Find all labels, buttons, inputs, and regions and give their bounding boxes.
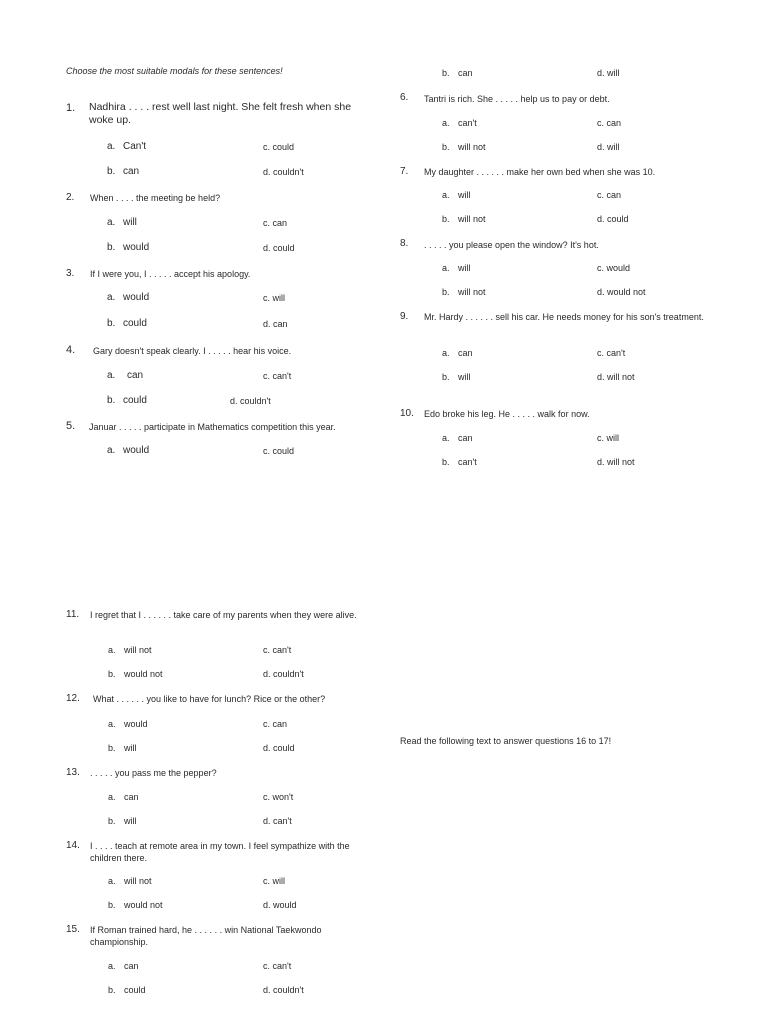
option-text: will bbox=[458, 190, 471, 200]
instruction-text: Choose the most suitable modals for these sentences! bbox=[66, 66, 283, 76]
option-letter: b. bbox=[107, 242, 116, 253]
question-text-14: I . . . . teach at remote area in my town. I feel sympathize with the children there. bbox=[90, 841, 350, 863]
q3-option-b bbox=[107, 318, 147, 329]
question-text-2: When . . . . the meeting be held? bbox=[90, 193, 221, 203]
option-letter: a. bbox=[108, 876, 116, 886]
question-number-1: 1. bbox=[66, 102, 76, 114]
option-text: will bbox=[124, 743, 137, 753]
option-text: can't bbox=[458, 118, 477, 128]
option-text: will not bbox=[124, 645, 152, 655]
q3-option-c: c. will bbox=[263, 293, 285, 303]
q2-option-c: c. can bbox=[263, 218, 288, 228]
option-letter: a. bbox=[108, 792, 116, 802]
question-text-13: . . . . . you pass me the pepper? bbox=[90, 768, 217, 778]
option-letter: a. bbox=[107, 445, 116, 456]
q6-option-d: d. will bbox=[597, 142, 620, 152]
question-number-2: 2. bbox=[66, 192, 75, 203]
q9-option-c: c. can't bbox=[597, 348, 626, 358]
question-text-4: Gary doesn't speak clearly. I . . . . . hear his voice. bbox=[93, 346, 292, 356]
option-text: will not bbox=[124, 876, 152, 886]
q3-option-a bbox=[107, 292, 149, 303]
question-number-15: 15. bbox=[66, 924, 80, 935]
q4-option-d: d. couldn't bbox=[230, 396, 271, 406]
option-text: can bbox=[123, 166, 140, 177]
option-text: can bbox=[458, 348, 473, 358]
q10-option-d: d. will not bbox=[597, 457, 635, 467]
option-text: would bbox=[123, 445, 150, 456]
q14-option-a bbox=[108, 876, 152, 886]
option-text: could bbox=[124, 985, 146, 995]
question-text-3: If I were you, I . . . . . accept his apology. bbox=[90, 269, 251, 279]
option-text: could bbox=[123, 395, 147, 406]
q8-option-b bbox=[442, 287, 486, 297]
q7-option-d: d. could bbox=[597, 214, 629, 224]
question-number-8: 8. bbox=[400, 238, 409, 249]
q15-option-b bbox=[108, 985, 146, 995]
option-letter: b. bbox=[107, 318, 116, 329]
option-letter: a. bbox=[108, 645, 116, 655]
q11-option-d: d. couldn't bbox=[263, 669, 304, 679]
q2-option-a bbox=[107, 217, 137, 228]
q13-option-b bbox=[108, 816, 137, 826]
option-letter: b. bbox=[108, 900, 116, 910]
option-text: would bbox=[123, 292, 150, 303]
q15-option-a bbox=[108, 961, 139, 971]
q15-option-d: d. couldn't bbox=[263, 985, 304, 995]
q3-option-d: d. can bbox=[263, 319, 288, 329]
reading-instruction: Read the following text to answer questions 16 to 17! bbox=[400, 736, 612, 746]
q11-option-b bbox=[108, 669, 163, 679]
option-letter: b. bbox=[107, 166, 116, 177]
option-text: would not bbox=[124, 669, 163, 679]
q10-option-a bbox=[442, 433, 473, 443]
q10-option-c: c. will bbox=[597, 433, 619, 443]
option-text: would bbox=[123, 242, 150, 253]
q12-option-a bbox=[108, 719, 148, 729]
question-number-13: 13. bbox=[66, 767, 80, 778]
question-number-3: 3. bbox=[66, 268, 75, 279]
q14-option-c: c. will bbox=[263, 876, 285, 886]
option-letter: a. bbox=[442, 263, 450, 273]
question-text-7: My daughter . . . . . . make her own bed when she was 10. bbox=[424, 167, 656, 177]
question-text-9: Mr. Hardy . . . . . . sell his car. He needs money for his son's treatment. bbox=[424, 312, 704, 322]
option-letter: a. bbox=[107, 292, 116, 303]
q11-option-a bbox=[108, 645, 152, 655]
option-text: can bbox=[458, 433, 473, 443]
option-letter: a. bbox=[108, 961, 116, 971]
question-text-10: Edo broke his leg. He . . . . . walk for now. bbox=[424, 409, 590, 419]
q7-option-a bbox=[442, 190, 471, 200]
option-letter: b. bbox=[442, 214, 450, 224]
q2-option-b bbox=[107, 242, 149, 253]
q6-option-b bbox=[442, 142, 486, 152]
option-text: Can't bbox=[123, 141, 147, 152]
q1-option-a bbox=[107, 141, 146, 152]
option-letter: b. bbox=[108, 985, 116, 995]
option-letter: b. bbox=[107, 395, 116, 406]
option-letter: a. bbox=[442, 118, 450, 128]
option-text: can bbox=[127, 370, 144, 381]
option-letter: b. bbox=[442, 142, 450, 152]
q13-option-d: d. can't bbox=[263, 816, 292, 826]
question-number-7: 7. bbox=[400, 166, 409, 177]
option-text: will bbox=[123, 217, 137, 228]
question-number-14: 14. bbox=[66, 840, 80, 851]
carry-over-option-b bbox=[442, 68, 473, 78]
option-letter: a. bbox=[107, 217, 116, 228]
q8-option-d: d. would not bbox=[597, 287, 646, 297]
q13-option-a bbox=[108, 792, 139, 802]
question-text-1: Nadhira . . . . rest well last night. She felt fresh when she woke up. bbox=[89, 101, 352, 126]
option-letter: b. bbox=[108, 669, 116, 679]
q9-option-a bbox=[442, 348, 473, 358]
option-text: will bbox=[458, 372, 471, 382]
q9-option-b bbox=[442, 372, 471, 382]
question-number-9: 9. bbox=[400, 311, 409, 322]
q2-option-d: d. could bbox=[263, 243, 295, 253]
q13-option-c: c. won't bbox=[263, 792, 294, 802]
q12-option-d: d. could bbox=[263, 743, 295, 753]
option-text: will bbox=[458, 263, 471, 273]
question-number-12: 12. bbox=[66, 693, 80, 704]
option-letter: a. bbox=[442, 190, 450, 200]
q1-option-d: d. couldn't bbox=[263, 167, 304, 177]
option-letter: b. bbox=[442, 457, 450, 467]
option-text: can't bbox=[458, 457, 477, 467]
option-letter: a. bbox=[107, 141, 116, 152]
option-letter: b. bbox=[108, 743, 116, 753]
q12-option-b bbox=[108, 743, 137, 753]
option-text: would bbox=[124, 719, 148, 729]
option-text: can bbox=[124, 961, 139, 971]
q6-option-c: c. can bbox=[597, 118, 622, 128]
question-text-6: Tantri is rich. She . . . . . help us to pay or debt. bbox=[424, 94, 610, 104]
q11-option-c: c. can't bbox=[263, 645, 292, 655]
q8-option-c: c. would bbox=[597, 263, 631, 273]
q14-option-b bbox=[108, 900, 163, 910]
question-number-4: 4. bbox=[66, 344, 76, 356]
option-text: could bbox=[123, 318, 147, 329]
q5-option-a bbox=[107, 445, 149, 456]
q7-option-b bbox=[442, 214, 486, 224]
option-text: will not bbox=[458, 142, 486, 152]
option-text: will bbox=[124, 816, 137, 826]
q8-option-a bbox=[442, 263, 471, 273]
option-text: will not bbox=[458, 287, 486, 297]
option-text: can bbox=[458, 68, 473, 78]
option-letter: b. bbox=[108, 816, 116, 826]
question-number-6: 6. bbox=[400, 92, 409, 103]
q14-option-d: d. would bbox=[263, 900, 297, 910]
q15-option-c: c. can't bbox=[263, 961, 292, 971]
q1-option-b bbox=[107, 166, 139, 177]
q1-option-c: c. could bbox=[263, 142, 295, 152]
q12-option-c: c. can bbox=[263, 719, 288, 729]
q9-option-d: d. will not bbox=[597, 372, 635, 382]
question-number-5: 5. bbox=[66, 420, 76, 432]
q4-option-a bbox=[107, 370, 143, 381]
option-letter: a. bbox=[442, 433, 450, 443]
option-letter: b. bbox=[442, 68, 450, 78]
question-number-10: 10. bbox=[400, 408, 414, 419]
q10-option-b bbox=[442, 457, 477, 467]
q4-option-c: c. can't bbox=[263, 371, 292, 381]
option-text: can bbox=[124, 792, 139, 802]
question-text-11: I regret that I . . . . . . take care of my parents when they were alive. bbox=[90, 610, 357, 620]
question-text-8: . . . . . you please open the window? It's hot. bbox=[424, 240, 599, 250]
option-letter: b. bbox=[442, 372, 450, 382]
option-letter: a. bbox=[108, 719, 116, 729]
question-text-5: Januar . . . . . participate in Mathematics competition this year. bbox=[89, 422, 336, 432]
question-text-12: What . . . . . . you like to have for lunch? Rice or the other? bbox=[93, 694, 326, 704]
q7-option-c: c. can bbox=[597, 190, 622, 200]
q5-option-c: c. could bbox=[263, 446, 295, 456]
option-text: will not bbox=[458, 214, 486, 224]
option-letter: b. bbox=[442, 287, 450, 297]
option-letter: a. bbox=[107, 370, 116, 381]
q6-option-a bbox=[442, 118, 477, 128]
question-text-15: If Roman trained hard, he . . . . . . win National Taekwondo championship. bbox=[90, 925, 322, 947]
question-number-11: 11. bbox=[66, 609, 80, 620]
carry-over-option-d: d. will bbox=[597, 68, 620, 78]
option-letter: a. bbox=[442, 348, 450, 358]
option-text: would not bbox=[124, 900, 163, 910]
q4-option-b bbox=[107, 395, 147, 406]
